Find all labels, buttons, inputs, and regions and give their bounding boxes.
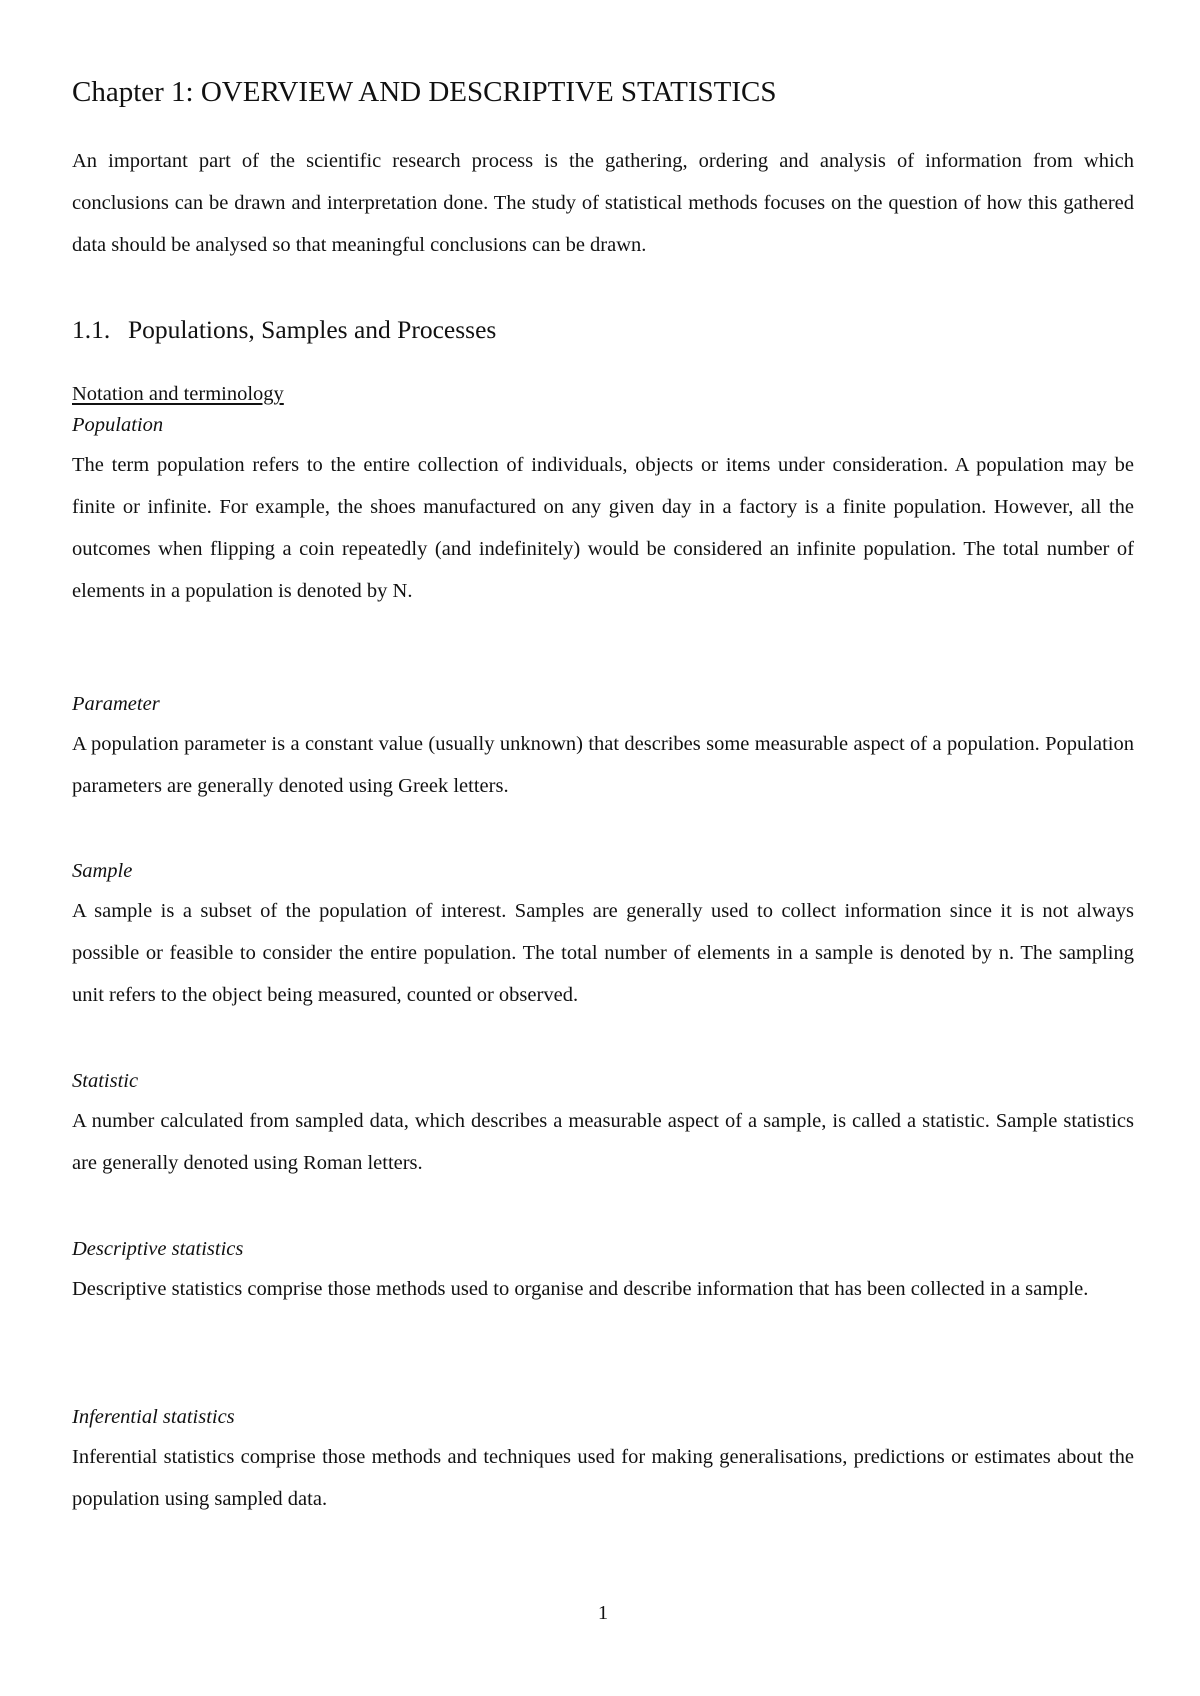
term-block-inferential-statistics <box>72 1398 1134 1520</box>
definition-sample: A sample is a subset of the population of interest. Samples are generally used to collect information since it is not always possible or feasible to consider the entire population. The total number of elements in a sample is denoted by n. The sampling unit refers to the object being measured, counted or observed. <box>72 900 1134 1006</box>
definition-descriptive-statistics: Descriptive statistics comprise those methods used to organise and describe information that has been collected in a sample. <box>72 1278 1089 1300</box>
term-parameter: Parameter <box>72 693 160 715</box>
term-inferential-statistics: Inferential statistics <box>72 1406 235 1428</box>
document-page <box>72 0 1134 1696</box>
chapter-title: Chapter 1: OVERVIEW AND DESCRIPTIVE STATISTICS <box>72 76 777 108</box>
term-block-descriptive-statistics <box>72 1230 1134 1310</box>
term-statistic: Statistic <box>72 1070 139 1092</box>
notation-subheading: Notation and terminology <box>72 383 284 405</box>
term-sample: Sample <box>72 860 133 882</box>
term-descriptive-statistics: Descriptive statistics <box>72 1238 244 1260</box>
term-population: Population <box>72 414 164 436</box>
section-title: Populations, Samples and Processes <box>128 315 497 344</box>
definition-statistic: A number calculated from sampled data, which describes a measurable aspect of a sample, is called a statistic. Sample statistics are generally denoted using Roman letters. <box>72 1110 1134 1174</box>
section-number: 1.1. <box>72 315 111 344</box>
definition-inferential-statistics: Inferential statistics comprise those methods and techniques used for making generalisations, predictions or estimates about the population using sampled data. <box>72 1446 1134 1510</box>
intro-paragraph: An important part of the scientific research process is the gathering, ordering and analysis of information from which conclusions can be drawn and interpretation done. The study of statistical methods focuses on the question of how this gathered data should be analysed so that meaningful conclusions can be drawn. <box>72 150 1134 256</box>
term-block-population <box>72 406 1134 612</box>
term-block-parameter <box>72 685 1134 807</box>
definition-population: The term population refers to the entire collection of individuals, objects or items under consideration. A population may be finite or infinite. For example, the shoes manufactured on any given day in a factory is a finite population. However, all the outcomes when flipping a coin repeatedly (and indefinitely) would be considered an infinite population. The total number of elements in a population is denoted by N. <box>72 454 1134 602</box>
term-block-sample <box>72 852 1134 1016</box>
definition-parameter: A population parameter is a constant value (usually unknown) that describes some measurable aspect of a population. Population parameters are generally denoted using Greek letters. <box>72 733 1134 797</box>
section-heading <box>72 310 496 350</box>
term-block-statistic <box>72 1062 1134 1184</box>
page-number: 1 <box>597 1602 609 1624</box>
